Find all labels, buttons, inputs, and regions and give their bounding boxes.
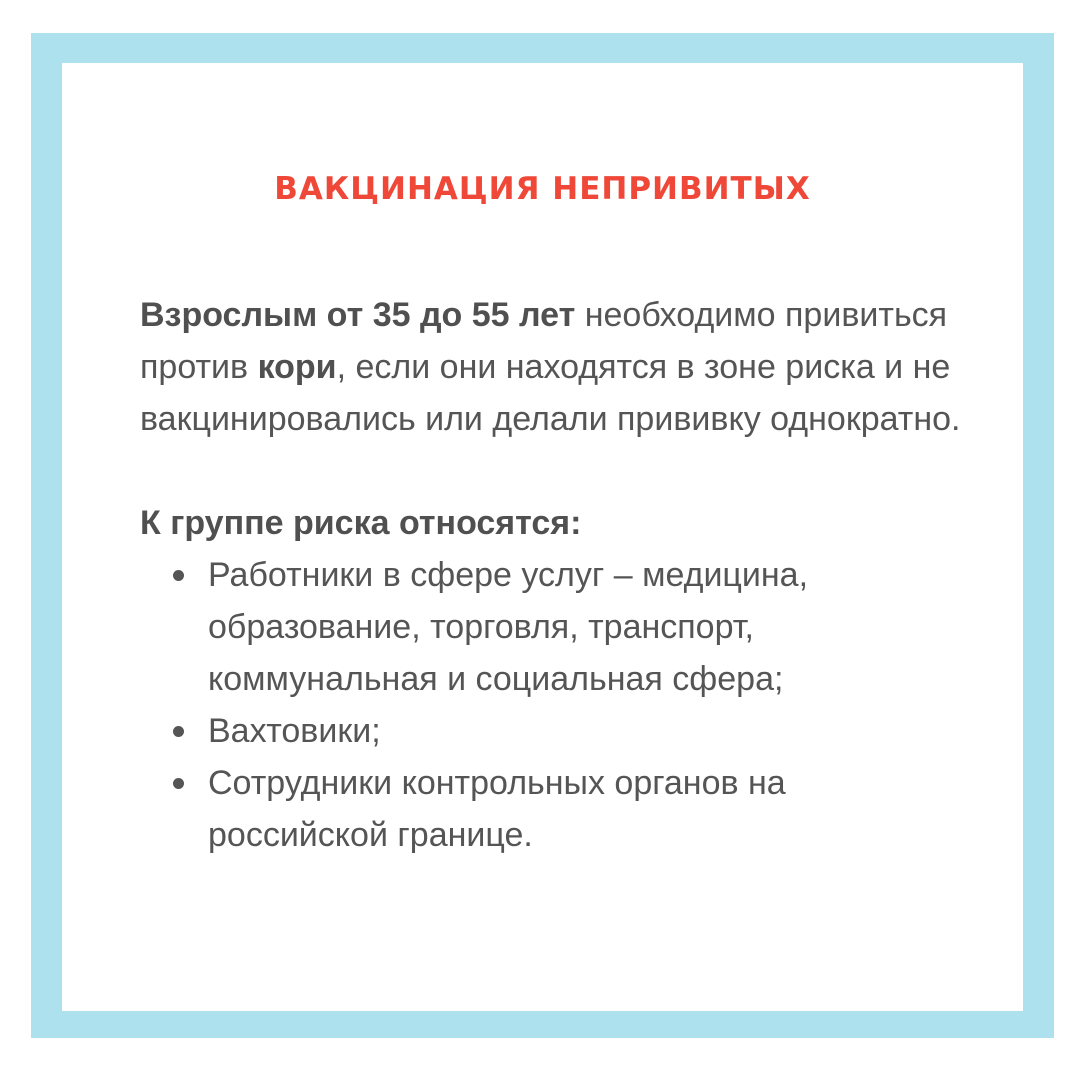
light-blue-frame [31, 33, 1054, 1038]
page-title: ВАКЦИНАЦИЯ НЕПРИВИТЫХ [274, 171, 811, 207]
list-item [140, 705, 868, 757]
list-item [140, 757, 868, 861]
bullet-icon [173, 726, 184, 737]
risk-group-list [140, 549, 1010, 861]
intro-disease-emphasis: кори [257, 348, 337, 386]
intro-text-2: , если они находятся в зоне риска и не вакцинировались или делали прививку однократно. [140, 348, 961, 438]
content-card [62, 63, 1023, 1011]
content-body [140, 289, 1010, 861]
bullet-icon [173, 778, 184, 789]
intro-age-emphasis: Взрослым от 35 до 55 лет [140, 296, 576, 334]
bullet-icon [173, 570, 184, 581]
list-item [140, 549, 868, 705]
risk-group-heading: К группе риска относятся: [140, 504, 582, 542]
list-item-label: Работники в сфере услуг – медицина, образование, торговля, транспорт, коммунальная и социальная сфера; [208, 556, 809, 698]
list-item-label: Сотрудники контрольных органов на российской границе. [208, 764, 786, 854]
intro-text-1: необходимо привиться против [140, 296, 948, 386]
list-item-label: Вахтовики; [208, 712, 381, 750]
intro-paragraph [140, 289, 1010, 445]
